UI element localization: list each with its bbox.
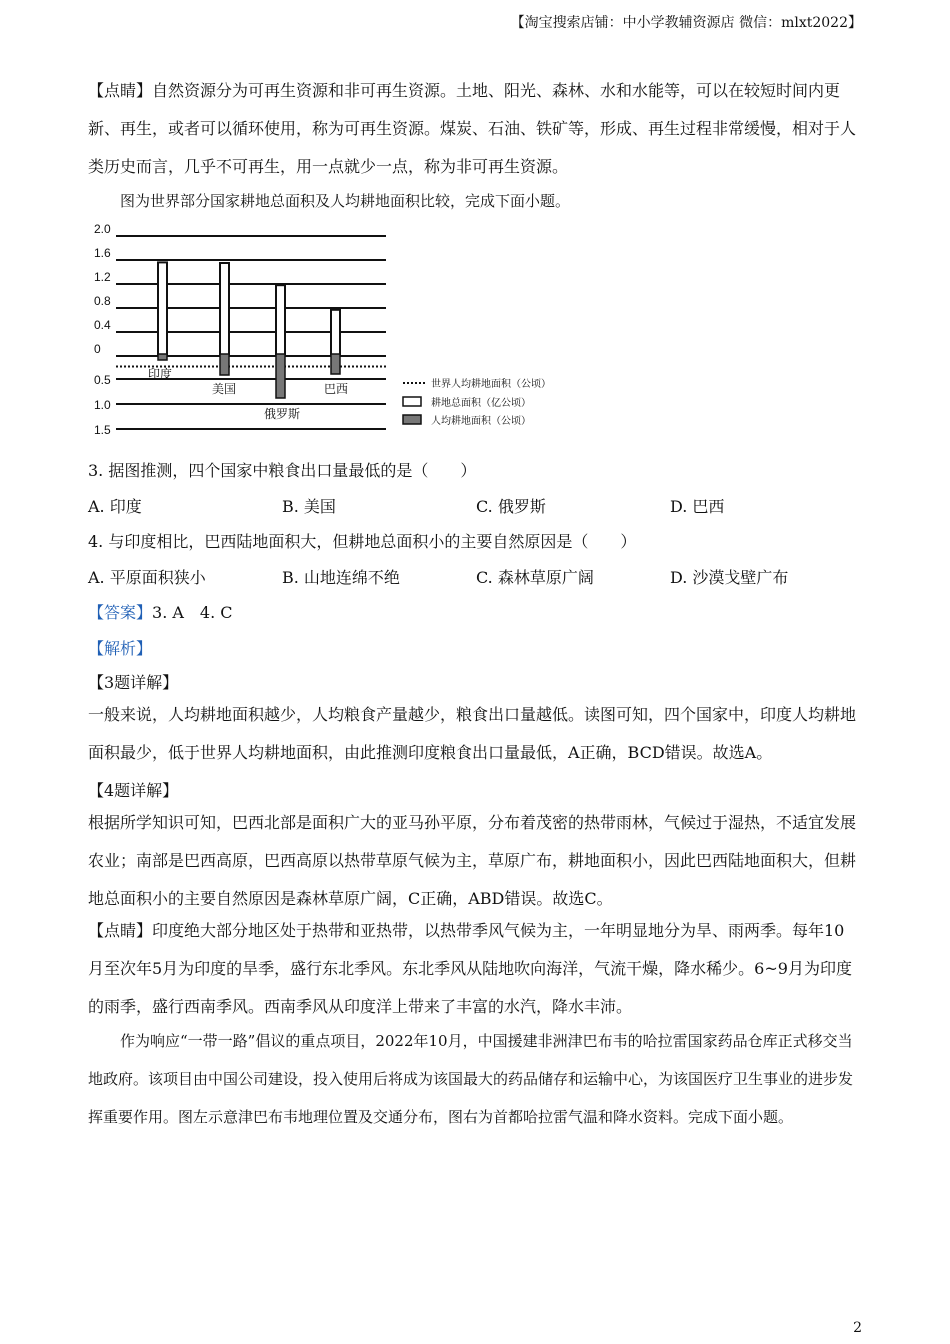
q4-detail-title: 【4题详解】 <box>88 781 179 800</box>
total-area-bar <box>220 263 229 356</box>
total-area-bar <box>331 310 340 356</box>
page-number: 2 <box>853 1320 862 1336</box>
q3-option-c: C. 俄罗斯 <box>476 497 546 516</box>
q3-detail: 一般来说，人均耕地面积越少，人均粮食产量越少，粮食出口量越低。读图可知，四个国家中，印度人均耕地面积最少，低于世界人均耕地面积，由此推测印度粮食出口量最低，A正确，BCD错误。故选A。 <box>88 705 857 762</box>
q3-option-b: B. 美国 <box>282 497 336 516</box>
analysis-label: 【解析】 <box>88 639 153 658</box>
legend-white-swatch <box>403 397 421 406</box>
note-paragraph-1: 【点睛】自然资源分为可再生资源和非可再生资源。土地、阳光、森林、水和水能等，可以在较短时间内更新、再生，或者可以循环使用，称为可再生资源。煤炭、石油、铁矿等，形成、再生过程非常缓慢，相对于人类历史而言，几乎不可再生，用一点就少一点，称为非可再生资源。 <box>88 81 857 176</box>
page-header: 【淘宝搜索店铺：中小学教辅资源店 微信：mlxt2022】 <box>510 15 862 31</box>
legend-label: 人均耕地面积（公顷） <box>431 416 531 427</box>
per-capita-bar <box>331 354 340 374</box>
total-area-bar <box>276 285 285 356</box>
note-paragraph-2: 【点睛】印度绝大部分地区处于热带和亚热带，以热带季风气候为主，一年明显地分为旱、雨两季。每年10月至次年5月为印度的旱季，盛行东北季风。东北季风从陆地吹向海洋，气流干燥，降水稀少。6~9月为印度的雨季，盛行西南季风。西南季风从印度洋上带来了丰富的水汽，降水丰沛。 <box>88 921 852 1016</box>
answer-label: 【答案】 <box>88 603 153 622</box>
legend-label: 耕地总面积（亿公顷） <box>431 398 531 409</box>
q3-options <box>88 494 868 522</box>
question-3: 3. 据图推测，四个国家中粮食出口量最低的是（ ） <box>88 461 477 480</box>
tick-label: 1.5 <box>94 423 111 437</box>
legend-label: 世界人均耕地面积（公顷） <box>431 379 551 390</box>
tick-label: 1.2 <box>94 270 111 284</box>
total-area-bar <box>158 262 167 356</box>
q3-detail-title: 【3题详解】 <box>88 673 179 692</box>
tick-label: 0.5 <box>94 373 111 387</box>
category-label: 印度 <box>148 367 173 381</box>
q4-option-b: B. 山地连绵不绝 <box>282 568 400 587</box>
q4-option-c: C. 森林草原广阔 <box>476 568 594 587</box>
legend-gray-swatch <box>403 415 421 424</box>
per-capita-bar <box>220 354 229 375</box>
per-capita-bar <box>158 354 167 360</box>
chart-caption: 图为世界部分国家耕地总面积及人均耕地面积比较，完成下面小题。 <box>120 192 571 210</box>
q4-detail: 根据所学知识可知，巴西北部是面积广大的亚马孙平原，分布着茂密的热带雨林，气候过于湿热，不适宜发展农业；南部是巴西高原，巴西高原以热带草原气候为主，草原广布，耕地面积小，因此巴西陆地面积大，但耕地总面积小的主要自然原因是森林草原广阔，C正确，ABD错误。故选C。 <box>88 813 857 908</box>
category-label: 巴西 <box>324 382 349 396</box>
answer-text: 3. A 4. C <box>152 603 233 622</box>
question-4: 4. 与印度相比，巴西陆地面积大，但耕地总面积小的主要自然原因是（ ） <box>88 532 637 551</box>
category-label: 俄罗斯 <box>264 407 301 421</box>
per-capita-bar <box>276 354 285 398</box>
farmland-chart <box>88 220 558 440</box>
tick-label: 1.6 <box>94 246 111 260</box>
q4-option-d: D. 沙漠戈壁广布 <box>670 568 789 587</box>
answer-line <box>88 600 233 623</box>
tick-label: 0.4 <box>94 318 111 332</box>
tick-label: 2.0 <box>94 222 111 236</box>
tick-label: 0 <box>94 342 101 356</box>
intro-paragraph-2: 作为响应“一带一路”倡议的重点项目，2022年10月，中国援建非洲津巴布韦的哈拉雷国家药品仓库正式移交当地政府。该项目由中国公司建设，投入使用后将成为该国最大的药品储存和运输中心，为该国医疗卫生事业的进步发挥重要作用。图左示意津巴布韦地理位置及交通分布，图右为首都哈拉雷气温和降水资料。完成下面小题。 <box>88 1032 854 1126</box>
q4-options <box>88 565 868 593</box>
q3-option-d: D. 巴西 <box>670 497 725 516</box>
tick-label: 0.8 <box>94 294 111 308</box>
q4-option-a: A. 平原面积狭小 <box>88 568 206 587</box>
category-label: 美国 <box>212 382 237 396</box>
tick-label: 1.0 <box>94 398 111 412</box>
q3-option-a: A. 印度 <box>88 497 142 516</box>
